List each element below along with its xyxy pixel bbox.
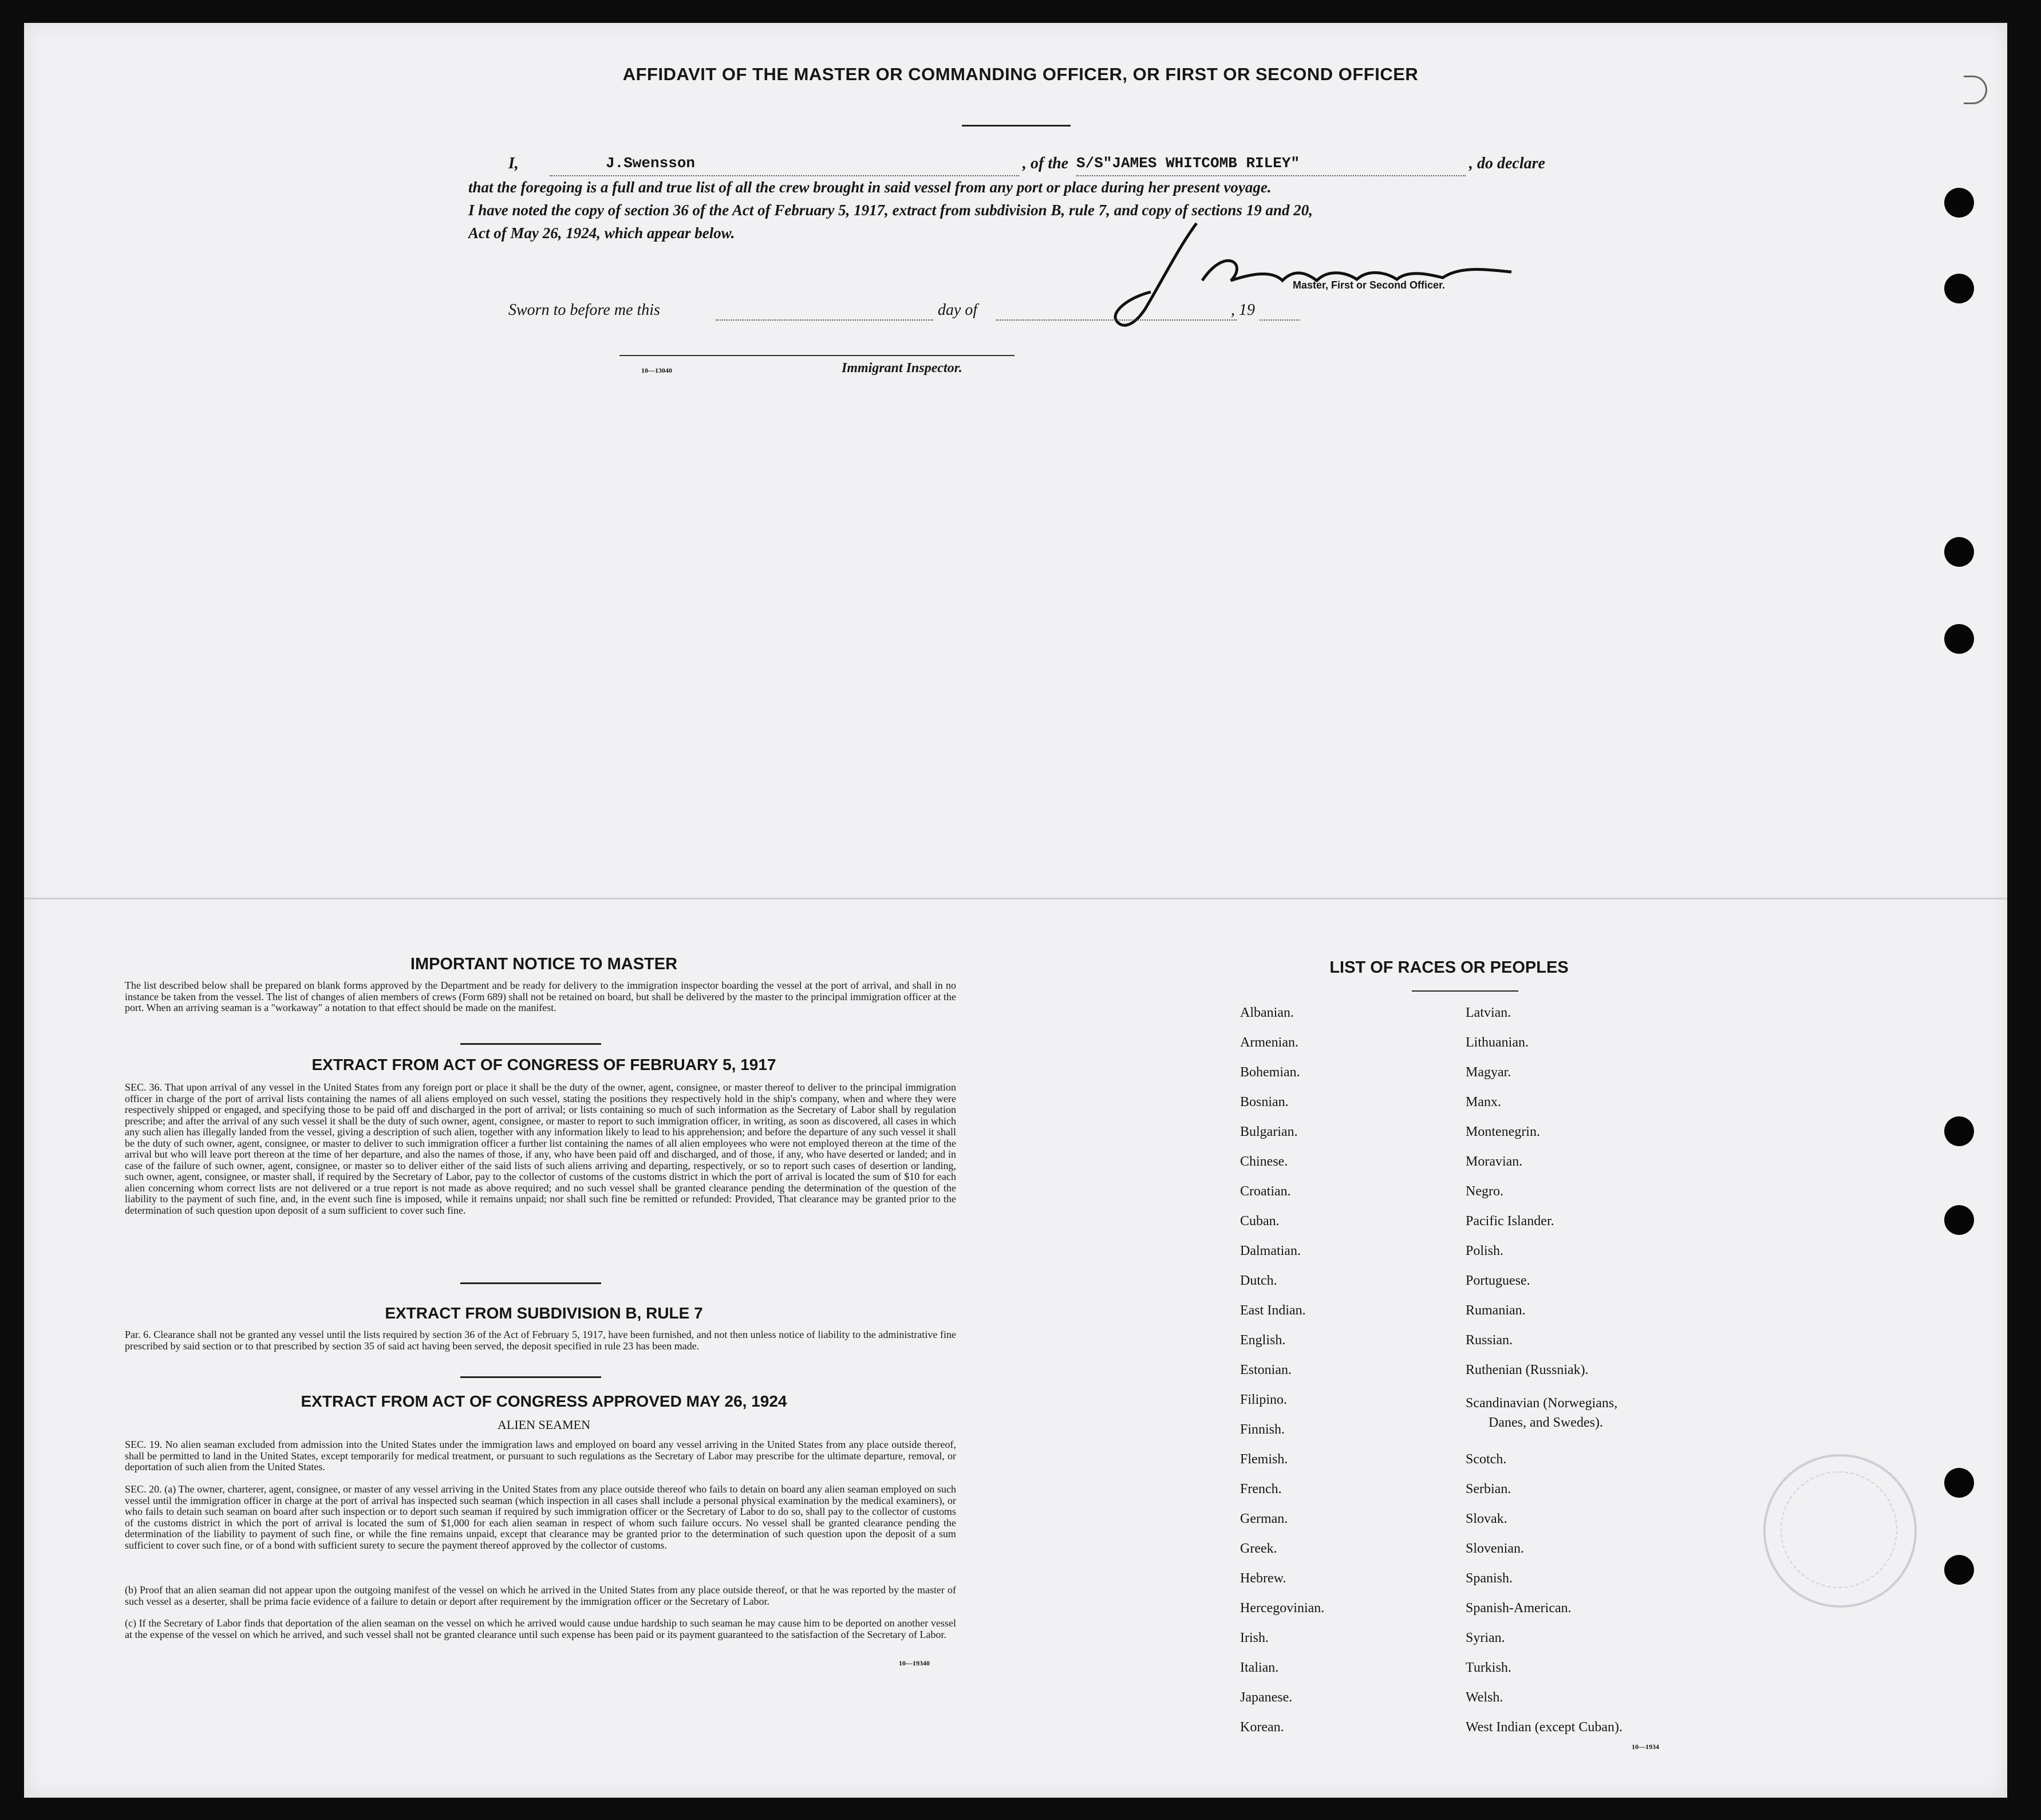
form-number: 10—19340	[899, 1659, 930, 1667]
line1-of: , of the	[1023, 155, 1069, 172]
race-item: Lithuanian.	[1466, 1035, 1529, 1050]
races-rule	[1412, 990, 1518, 992]
race-item: Scandinavian (Norwegians,	[1466, 1396, 1618, 1411]
inspector-label: Immigrant Inspector.	[842, 361, 962, 376]
title-rule	[962, 125, 1071, 127]
race-item: Estonian.	[1240, 1363, 1292, 1377]
race-item: Albanian.	[1240, 1005, 1294, 1020]
punch-hole	[1944, 624, 1974, 654]
race-item: Armenian.	[1240, 1035, 1298, 1050]
race-item: Russian.	[1466, 1333, 1513, 1348]
affidavit-line1	[508, 155, 519, 173]
race-item: Dalmatian.	[1240, 1243, 1301, 1258]
race-item: Manx.	[1466, 1095, 1501, 1110]
subdivision-b-text: Par. 6. Clearance shall not be granted any vessel until the lists required by section 36 of the Act of February 5, 1917, have been furnished, and not then unless notice of liability to the administrative fine prescribed by said section or to that prescribed by section 35 of said act having been served, the deposit specified in rule 23 has been made.	[125, 1329, 956, 1352]
race-item: German.	[1240, 1511, 1288, 1526]
race-item: Bohemian.	[1240, 1065, 1300, 1080]
race-item: Danes, and Swedes).	[1489, 1415, 1603, 1430]
sworn-date-line	[716, 319, 933, 321]
race-item: Moravian.	[1466, 1154, 1523, 1169]
notice-heading: IMPORTANT NOTICE TO MASTER	[410, 955, 678, 973]
sworn-prefix: Sworn to before me this	[508, 301, 660, 319]
section-rule	[460, 1043, 601, 1045]
race-item: Slovenian.	[1466, 1541, 1524, 1556]
race-item: Hercegovinian.	[1240, 1601, 1325, 1616]
signer-role: Master, First or Second Officer.	[1293, 279, 1446, 291]
officer-name-line	[550, 175, 1019, 176]
race-item: Japanese.	[1240, 1690, 1293, 1705]
line1-suffix: , do declare	[1469, 155, 1545, 172]
sworn-day: day of	[938, 301, 978, 319]
signature	[1111, 212, 1546, 338]
race-item: Portuguese.	[1466, 1273, 1530, 1288]
race-item: East Indian.	[1240, 1303, 1306, 1318]
affidavit-line4: Act of May 26, 1924, which appear below.	[468, 224, 735, 242]
race-item: Turkish.	[1466, 1660, 1511, 1675]
fold-line	[24, 898, 2007, 899]
officer-name: J.Swensson	[606, 155, 696, 172]
affidavit-title: AFFIDAVIT OF THE MASTER OR COMMANDING OFFICER, OR FIRST OR SECOND OFFICER	[622, 64, 1419, 84]
race-item: Croatian.	[1240, 1184, 1291, 1199]
inspector-rule	[619, 355, 1014, 356]
sworn-year-line	[1260, 319, 1300, 321]
affidavit-line3: I have noted the copy of section 36 of the Act of February 5, 1917, extract from subdivision B, rule 7, and copy of sections 19 and 20,	[468, 202, 1313, 219]
sec20c-text: (c) If the Secretary of Labor finds that deportation of the alien seaman on the vessel on which he arrived would cause undue hardship to such seaman he may cause him to be deported on another vessel at the expense of the vessel on which he arrived, and such vessel shall not be granted clearance until such expense has been paid or its payment guaranteed to the satisfaction of the Secretary of Labor.	[125, 1617, 956, 1640]
race-item: Slovak.	[1466, 1511, 1507, 1526]
race-item: Spanish-American.	[1466, 1601, 1572, 1616]
vessel-name-line	[1076, 175, 1466, 176]
race-item: West Indian (except Cuban).	[1466, 1720, 1622, 1735]
race-item: Scotch.	[1466, 1452, 1507, 1467]
race-item: Polish.	[1466, 1243, 1504, 1258]
race-item: Filipino.	[1240, 1392, 1288, 1407]
sworn-year: , 19	[1231, 301, 1255, 319]
race-item: French.	[1240, 1482, 1282, 1497]
race-item: Serbian.	[1466, 1482, 1511, 1497]
race-item: Cuban.	[1240, 1214, 1280, 1229]
line1-prefix: I,	[508, 155, 519, 172]
race-item: Syrian.	[1466, 1631, 1505, 1645]
extract-1917-text: SEC. 36. That upon arrival of any vessel in the United States from any foreign port or place it shall be the duty of the owner, agent, consignee, or master thereof to deliver to the principal immigration officer in charge of the port of arrival lists containing the names of all aliens employed on such vessel, stating the positions they respectively hold in the ship's company, when and where they were respectively shipped or engaged, and specifying those to be paid off and discharged in the port of arrival; or lists containing so much of such information as the Secretary of Labor shall by regulation prescribe; and after the arrival of any such vessel it shall be the duty of such owner, agent, consignee, or master to report to such immigration officer, in writing, as soon as discovered, all cases in which any such alien has illegally landed from the vessel, giving a description of such alien, together with any information likely to lead to his apprehension; and before the departure of any such vessel it shall be the duty of such owner, agent, consignee, or master to deliver to such immigration officer a further list containing the names of all alien employees who were not employed thereon at the time of the arrival but who will leave port thereon at the time of her departure, and also the names of those, if any, who have been paid off and discharged, and of those, if any, who have deserted or landed; and in case of the failure of such owner, agent, consignee, or master so to deliver either of the said lists of such aliens arriving and departing, respectively, or so to report such cases of desertion or landing, such owner, agent, consignee, or master shall, if required by the Secretary of Labor, pay to the collector of customs of the customs district in which the port of arrival is located the sum of $10 for each alien concerning whom correct lists are not delivered or a true report is not made as above required; and no such vessel shall be granted clearance pending the determination of the question of the liability to the payment of such fine, and, in the event such fine is imposed, while it remains unpaid; nor shall such fine be remitted or refunded: Provided, That clearance may be granted prior to the determination of such question upon deposit of a sum sufficient to cover such fine.	[125, 1081, 956, 1216]
punch-hole	[1944, 1468, 1974, 1498]
race-item: Bulgarian.	[1240, 1124, 1298, 1139]
small-code: 10—13040	[641, 366, 672, 374]
alien-seamen-subheading: ALIEN SEAMEN	[498, 1418, 590, 1432]
extract-1917-heading: EXTRACT FROM ACT OF CONGRESS OF FEBRUARY 5, 1917	[311, 1056, 776, 1073]
race-item: Magyar.	[1466, 1065, 1511, 1080]
race-item: Finnish.	[1240, 1422, 1285, 1437]
race-item: Pacific Islander.	[1466, 1214, 1554, 1229]
race-item: Korean.	[1240, 1720, 1284, 1735]
race-item: Hebrew.	[1240, 1571, 1286, 1586]
races-form-number: 10—1934	[1632, 1743, 1659, 1751]
race-item: Greek.	[1240, 1541, 1277, 1556]
sworn-month-line	[996, 319, 1237, 321]
vessel-name: S/S"JAMES WHITCOMB RILEY"	[1076, 155, 1300, 172]
race-item: Latvian.	[1466, 1005, 1511, 1020]
notice-text: The list described below shall be prepared on blank forms approved by the Department and be ready for delivery to the immigration inspector boarding the vessel at the port of arrival, and shall in no instance be taken from the vessel. The list of changes of alien members of crews (Form 689) shall not be retained on board, but shall be delivered by the master to the principal immigration officer at the port. When an arriving seaman is a "workaway" a notation to that effect should be made on the manifest.	[125, 980, 956, 1013]
race-item: English.	[1240, 1333, 1286, 1348]
section-rule	[460, 1376, 601, 1378]
races-heading: LIST OF RACES OR PEOPLES	[1329, 958, 1569, 977]
race-item: Flemish.	[1240, 1452, 1288, 1467]
punch-hole	[1944, 188, 1974, 218]
race-item: Rumanian.	[1466, 1303, 1526, 1318]
race-item: Italian.	[1240, 1660, 1279, 1675]
race-item: Spanish.	[1466, 1571, 1513, 1586]
seal-stamp-inner	[1781, 1471, 1897, 1588]
race-item: Chinese.	[1240, 1154, 1288, 1169]
punch-hole	[1944, 274, 1974, 303]
race-item: Irish.	[1240, 1631, 1269, 1645]
sec20b-text: (b) Proof that an alien seaman did not appear upon the outgoing manifest of the vessel on which he arrived in the United States from any place outside thereof, or that he was reported by the master of such vessel as a deserter, shall be prima facie evidence of a failure to detain or deport after requirement by the immigration officer or the Secretary of Labor.	[125, 1584, 956, 1607]
sec20a-text: SEC. 20. (a) The owner, charterer, agent, consignee, or master of any vessel arriving in the United States from any place outside thereof who fails to detain on board any alien seaman employed on such vessel until the immigration officer in charge at the port of arrival has inspected such seaman (which inspection in all cases shall include a personal physical examination by the medical examiners), or who fails to detain such seaman on board after such inspection or to deport such seaman if required by such immigration officer or the Secretary of Labor to do so, shall pay to the collector of customs of the customs district in which the port of arrival is located the sum of $1,000 for each alien seaman in respect of whom such failure occurs. No vessel shall be granted clearance pending the determination of the liability to payment of such fine, or while the fine remains unpaid, except that clearance may be granted prior to the determination of such question upon the deposit of a sum sufficient to cover such fine, or of a bond with sufficient surety to secure the payment thereof approved by the collector of customs.	[125, 1483, 956, 1551]
race-item: Welsh.	[1466, 1690, 1503, 1705]
race-item: Bosnian.	[1240, 1095, 1289, 1110]
affidavit-line2: that the foregoing is a full and true list of all the crew brought in said vessel from any port or place during her present voyage.	[468, 179, 1272, 196]
subdivision-b-heading: EXTRACT FROM SUBDIVISION B, RULE 7	[385, 1304, 703, 1322]
punch-hole	[1944, 1555, 1974, 1585]
punch-hole	[1944, 1116, 1974, 1146]
sec19-text: SEC. 19. No alien seaman excluded from admission into the United States under the immigration laws and employed on board any vessel arriving in the United States from any place outside thereof, shall be permitted to land in the United States, except temporarily for medical treatment, or pursuant to such regulations as the Secretary of Labor may prescribe for the ultimate departure, removal, or deportation of such alien from the United States.	[125, 1439, 956, 1472]
race-item: Ruthenian (Russniak).	[1466, 1363, 1589, 1377]
extract-1924-heading: EXTRACT FROM ACT OF CONGRESS APPROVED MAY 26, 1924	[301, 1392, 787, 1410]
race-item: Dutch.	[1240, 1273, 1277, 1288]
section-rule	[460, 1282, 601, 1284]
punch-hole	[1944, 537, 1974, 567]
punch-hole	[1944, 1205, 1974, 1235]
race-item: Negro.	[1466, 1184, 1503, 1199]
race-item: Montenegrin.	[1466, 1124, 1540, 1139]
